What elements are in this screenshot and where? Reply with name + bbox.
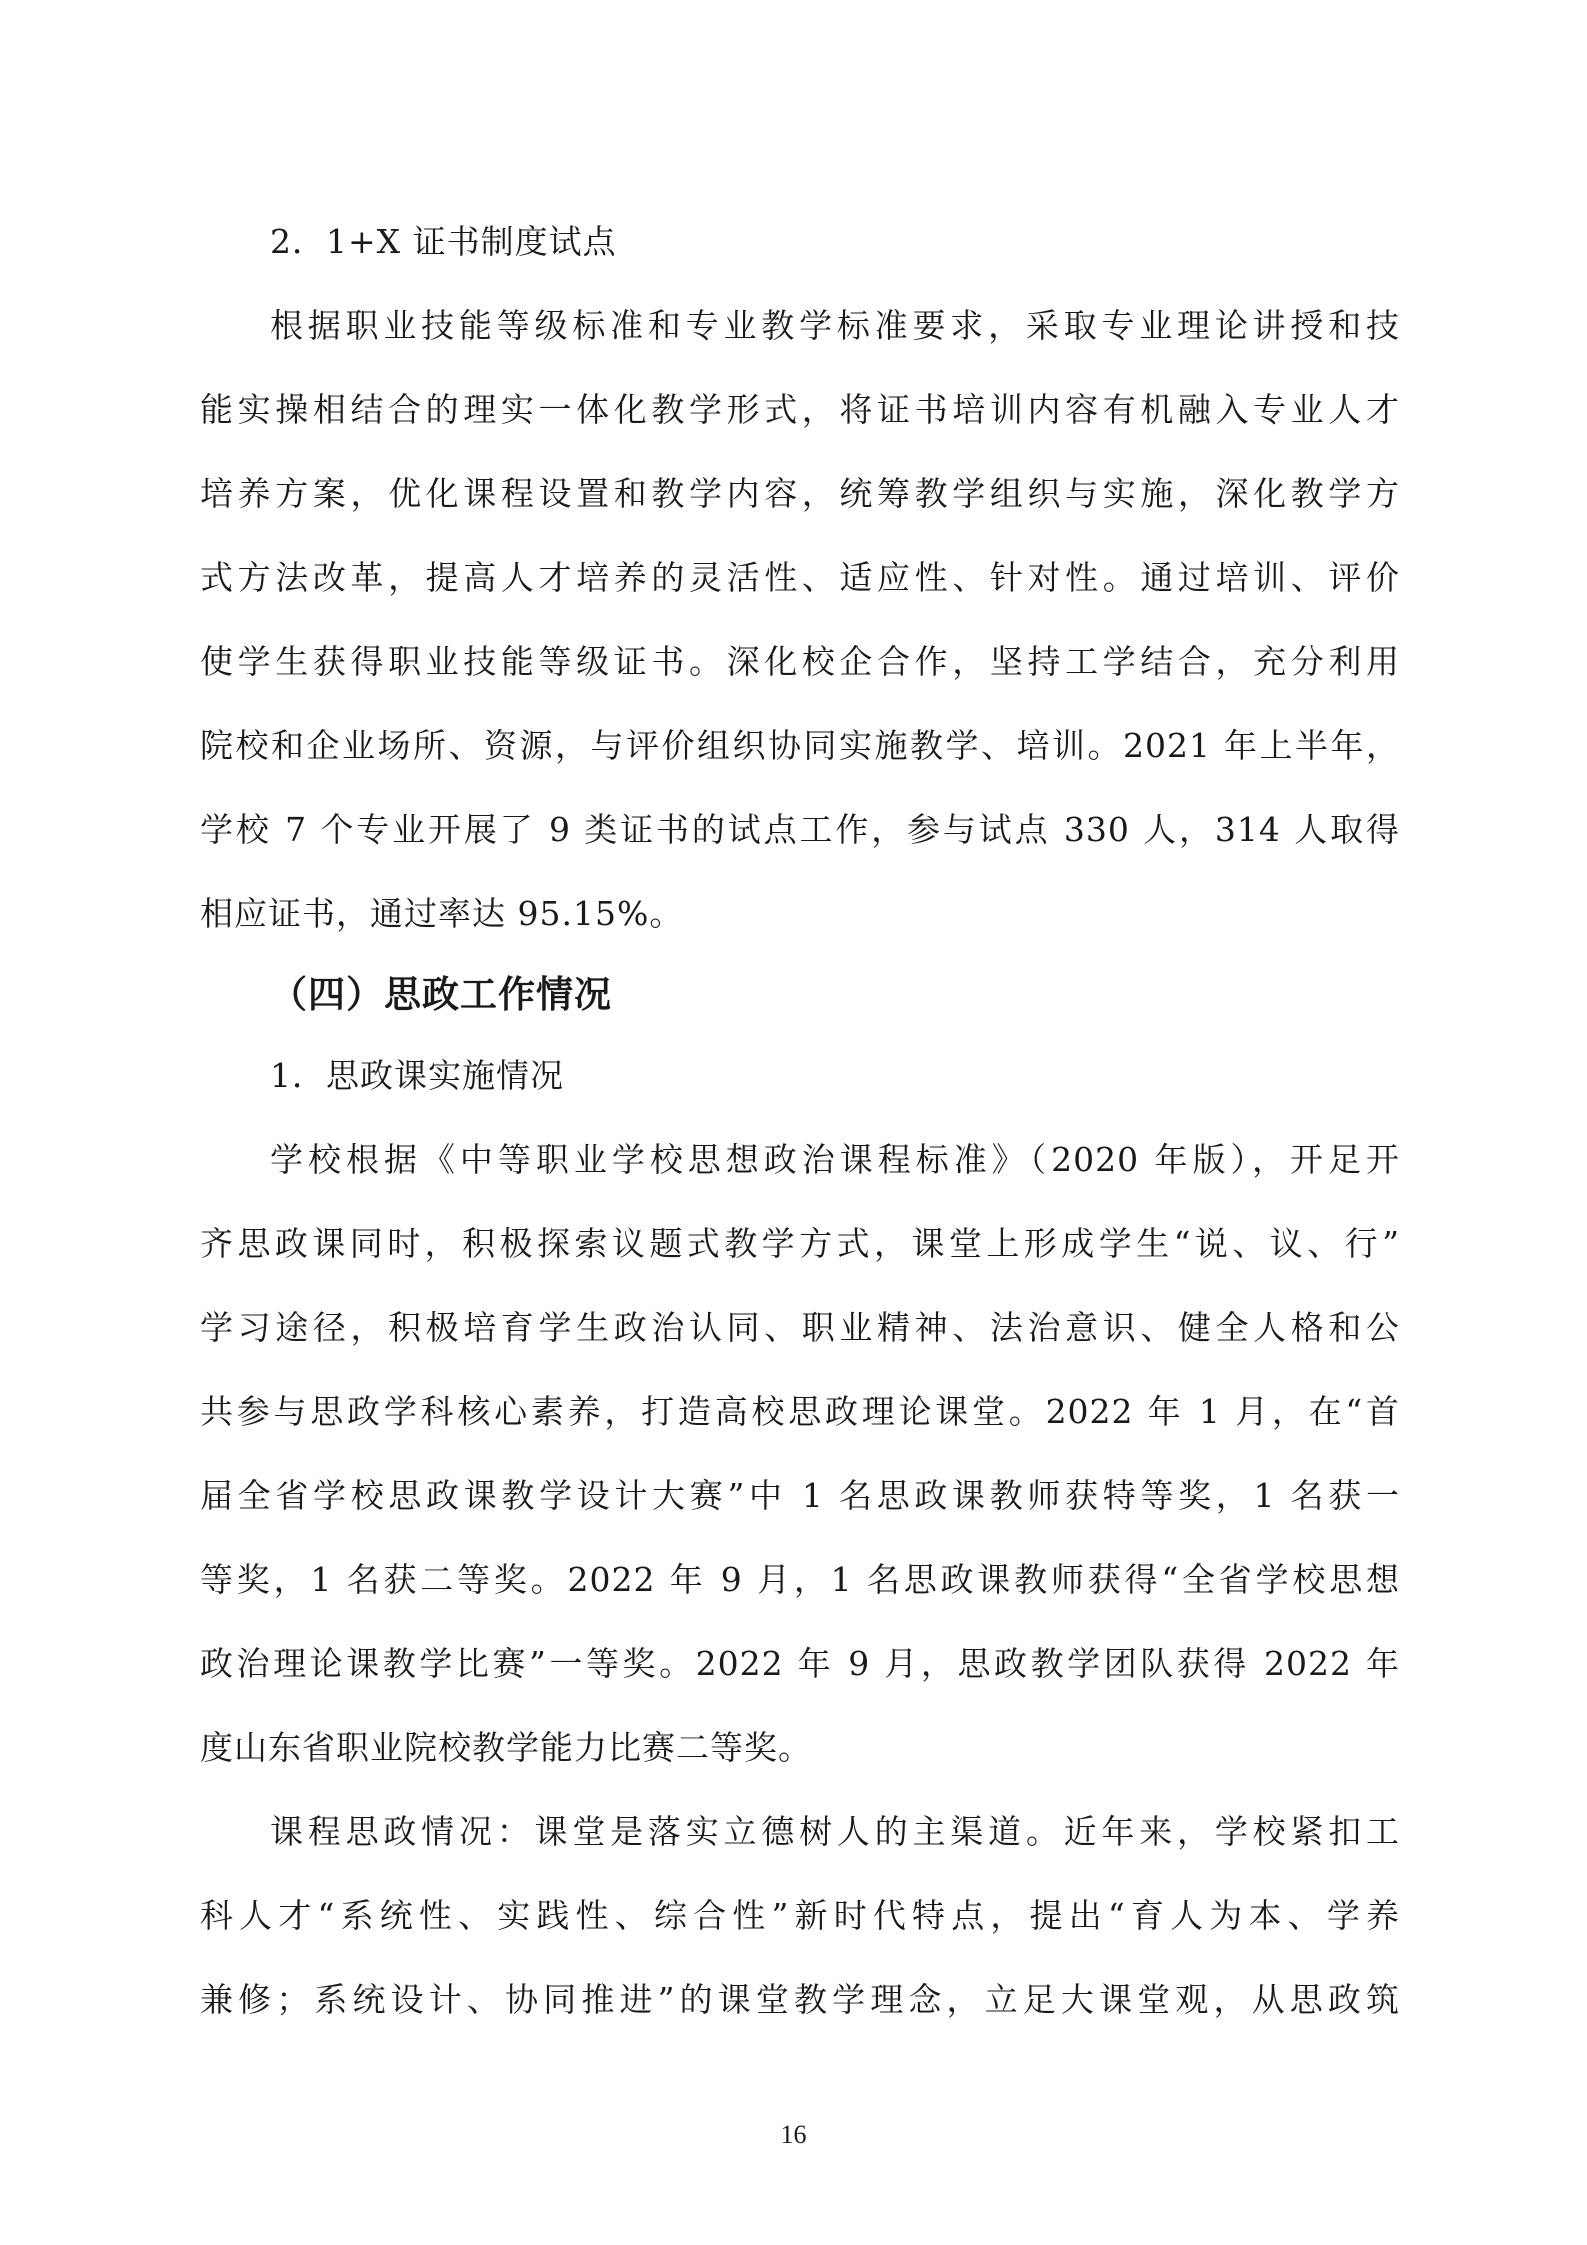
paragraph-line: 培养方案，优化课程设置和教学内容，统筹教学组织与实施，深化教学方 [200,474,1400,513]
paragraph-line: 学校 7 个专业开展了 9 类证书的试点工作，参与试点 330 人，314 人取得 [200,810,1400,849]
paragraph-line: 使学生获得职业技能等级证书。深化校企合作，坚持工学结合，充分利用 [200,642,1400,681]
section-title: 1．思政课实施情况 [270,1056,564,1095]
paragraph-line: 学习途径，积极培育学生政治认同、职业精神、法治意识、健全人格和公 [200,1308,1400,1347]
paragraph-line: 届全省学校思政课教学设计大赛”中 1 名思政课教师获特等奖，1 名获一 [200,1476,1400,1515]
paragraph-line: 相应证书，通过率达 95.15%。 [200,894,684,933]
paragraph-line: 度山东省职业院校教学能力比赛二等奖。 [200,1728,812,1767]
paragraph-line: 科人才“系统性、实践性、综合性”新时代特点，提出“育人为本、学养 [200,1896,1400,1935]
section-title: 2．1+X 证书制度试点 [270,222,617,261]
page-number: 16 [780,2120,807,2149]
paragraph-line: 等奖，1 名获二等奖。2022 年 9 月，1 名思政课教师获得“全省学校思想 [200,1560,1400,1599]
paragraph-line: 政治理论课教学比赛”一等奖。2022 年 9 月，思政教学团队获得 2022 年 [200,1644,1400,1683]
paragraph-line: 根据职业技能等级标准和专业教学标准要求，采取专业理论讲授和技 [270,306,1400,345]
section-heading: （四）思政工作情况 [270,972,612,1016]
paragraph-line: 式方法改革，提高人才培养的灵活性、适应性、针对性。通过培训、评价 [200,558,1400,597]
paragraph-line: 能实操相结合的理实一体化教学形式，将证书培训内容有机融入专业人才 [200,390,1400,429]
paragraph-line: 课程思政情况：课堂是落实立德树人的主渠道。近年来，学校紧扣工 [270,1812,1400,1851]
paragraph-line: 学校根据《中等职业学校思想政治课程标准》（2020 年版），开足开 [270,1140,1400,1179]
paragraph-line: 共参与思政学科核心素养，打造高校思政理论课堂。2022 年 1 月，在“首 [200,1392,1400,1431]
paragraph-line: 院校和企业场所、资源，与评价组织协同实施教学、培训。2021 年上半年， [200,726,1400,765]
paragraph-line: 兼修；系统设计、协同推进”的课堂教学理念，立足大课堂观，从思政筑 [200,1980,1400,2019]
paragraph-line: 齐思政课同时，积极探索议题式教学方式，课堂上形成学生“说、议、行” [200,1224,1400,1263]
